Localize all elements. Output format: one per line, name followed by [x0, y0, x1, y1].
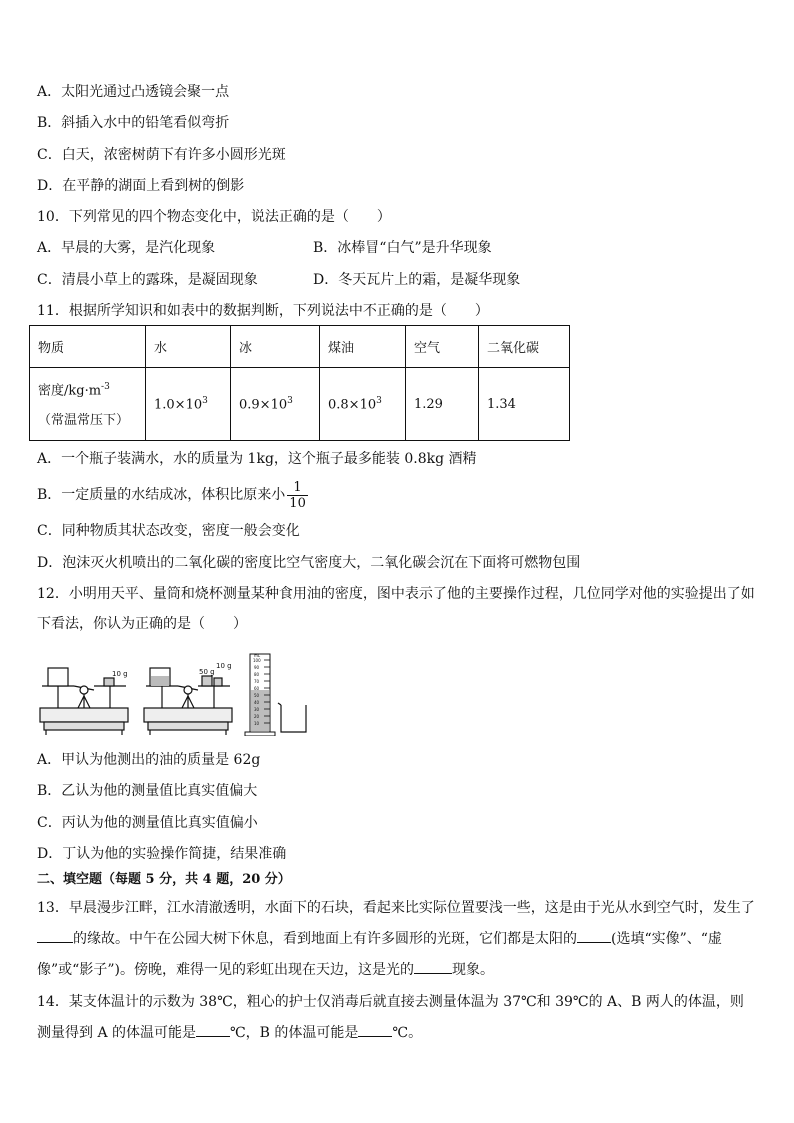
- cylinder-tick: 20: [254, 714, 260, 719]
- density-table-value-row: [30, 368, 570, 441]
- density-table-header-row: [30, 326, 570, 368]
- table-cell: $0.8\times 10^3$: [320, 368, 406, 441]
- q10-stem: 10．下列常见的四个物态变化中，说法正确的是（ ）: [37, 209, 391, 225]
- table-header-cell: 冰: [231, 326, 320, 368]
- row-label-condition: （常温常压下）: [38, 413, 130, 429]
- cylinder-tick: 100: [253, 658, 261, 663]
- q14-paragraph: [37, 987, 757, 1049]
- cylinder-tick: 70: [254, 679, 260, 684]
- table-header-cell: 煤油: [320, 326, 406, 368]
- table-row-label: [30, 368, 146, 441]
- q13-paragraph: [37, 893, 757, 986]
- q10-option-d: D．冬天瓦片上的霜，是凝华现象: [313, 272, 521, 288]
- q14-text-1: 14．某支体温计的示数为 38℃，粗心的护士仅消毒后就直接去测量体温为 37℃和 39℃的 A、B 两人的体温，则测量得: [37, 994, 744, 1041]
- answer-blank[interactable]: [577, 928, 611, 943]
- q9-option-c: C．白天，浓密树荫下有许多小圆形光斑: [37, 147, 286, 163]
- beaker-icon: [278, 703, 306, 732]
- fraction: [287, 480, 308, 511]
- q12-option-c: C．丙认为他的测量值比真实值偏小: [37, 815, 258, 831]
- q14-text-4: ℃。: [392, 1025, 423, 1041]
- density-table: [29, 325, 570, 441]
- table-cell: 1.34: [479, 368, 570, 441]
- q11-option-b: [37, 478, 308, 512]
- answer-blank[interactable]: [196, 1022, 230, 1037]
- cylinder-tick: 50: [254, 693, 260, 698]
- cylinder-tick: 80: [254, 672, 260, 677]
- q10-option-c: C．清晨小草上的露珠，是凝固现象: [37, 272, 258, 288]
- table-cell: $0.9\times 10^3$: [231, 368, 320, 441]
- q10-option-b: B．冰棒冒“白气”是升华现象: [313, 240, 492, 256]
- table-cell: 1.29: [406, 368, 479, 441]
- cylinder-tick: 40: [254, 700, 260, 705]
- answer-blank[interactable]: [37, 928, 73, 943]
- table-header-cell: 二氧化碳: [479, 326, 570, 368]
- q14-text-2: 到 A 的体温可能是: [79, 1025, 197, 1041]
- section-title: 二、填空题（每题 5 分，共 4 题，20 分）: [37, 872, 291, 887]
- q13-text-4: 子”)。傍晚，难得一见的彩虹出现在天边，这是光的: [93, 962, 414, 978]
- q12-stem-line-1: 12．小明用天平、量筒和烧杯测量某种食用油的密度，图中表示了他的主要操作过程，几位同学对他的实验提出了如: [37, 586, 755, 602]
- weight-label-2: 50 g: [199, 668, 215, 676]
- weight-label-3: 10 g: [216, 662, 232, 670]
- q13-text-1: 13．早晨漫步江畔，江水清澈透明，水面下的石块，看起来比实际位置要浅一些，这是由于光从水到空气时，发生了: [37, 900, 755, 916]
- q13-text-3: (选填“实像”、“虚像”或“影: [37, 931, 722, 978]
- q11-option-a: A．一个瓶子装满水，水的质量为 1kg，这个瓶子最多能装 0.8kg 酒精: [37, 451, 477, 467]
- q13-text-5: 现象。: [451, 962, 494, 978]
- answer-blank[interactable]: [358, 1022, 392, 1037]
- fraction-denominator: 10: [289, 495, 306, 511]
- q12-option-b: B．乙认为他的测量值比真实值偏大: [37, 783, 258, 799]
- row-label-exponent: -3: [101, 381, 110, 392]
- q14-text-3: ℃，B 的体温可能是: [230, 1025, 359, 1041]
- graduated-cylinder-icon: [245, 654, 275, 736]
- fraction-numerator: 1: [287, 480, 308, 496]
- experiment-figure: [38, 650, 313, 736]
- row-label-density: 密度/kg·m: [38, 383, 102, 399]
- q11-option-b-text: B．一定质量的水结成冰，体积比原来小: [37, 487, 286, 503]
- answer-blank[interactable]: [414, 959, 452, 974]
- q12-option-a: A．甲认为他测出的油的质量是 62g: [37, 752, 261, 768]
- balance-scale-2-icon: [144, 668, 232, 735]
- weight-label-1: 10 g: [112, 670, 128, 678]
- q11-option-d: D．泡沫灭火机喷出的二氧化碳的密度比空气密度大，二氧化碳会沉在下面将可燃物包围: [37, 555, 581, 571]
- q12-option-d: D．丁认为他的实验操作简捷，结果准确: [37, 846, 287, 862]
- cylinder-tick: 60: [254, 686, 260, 691]
- table-header-cell: 物质: [30, 326, 146, 368]
- q11-option-c: C．同种物质其状态改变，密度一般会变化: [37, 523, 300, 539]
- q9-option-a: A．太阳光通过凸透镜会聚一点: [37, 84, 230, 100]
- q13-text-2: 的缘故。中午在公园大树下休息，看到地面上有许多圆形的光斑，它们都是太阳的: [73, 931, 577, 947]
- table-cell: $1.0\times 10^3$: [146, 368, 231, 441]
- cylinder-tick: 30: [254, 707, 260, 712]
- balance-scale-1-icon: [40, 668, 128, 735]
- q12-stem-line-2: 下看法，你认为正确的是（ ）: [37, 616, 247, 632]
- table-header-cell: 水: [146, 326, 231, 368]
- table-header-cell: 空气: [406, 326, 479, 368]
- q11-stem: 11．根据所学知识和如表中的数据判断，下列说法中不正确的是（ ）: [37, 303, 489, 319]
- q9-option-b: B．斜插入水中的铅笔看似弯折: [37, 115, 230, 131]
- q9-option-d: D．在平静的湖面上看到树的倒影: [37, 178, 245, 194]
- cylinder-unit: mL: [254, 653, 261, 658]
- q10-option-a: A．早晨的大雾，是汽化现象: [37, 240, 216, 256]
- cylinder-tick: 10: [254, 721, 260, 726]
- cylinder-tick: 90: [254, 665, 260, 670]
